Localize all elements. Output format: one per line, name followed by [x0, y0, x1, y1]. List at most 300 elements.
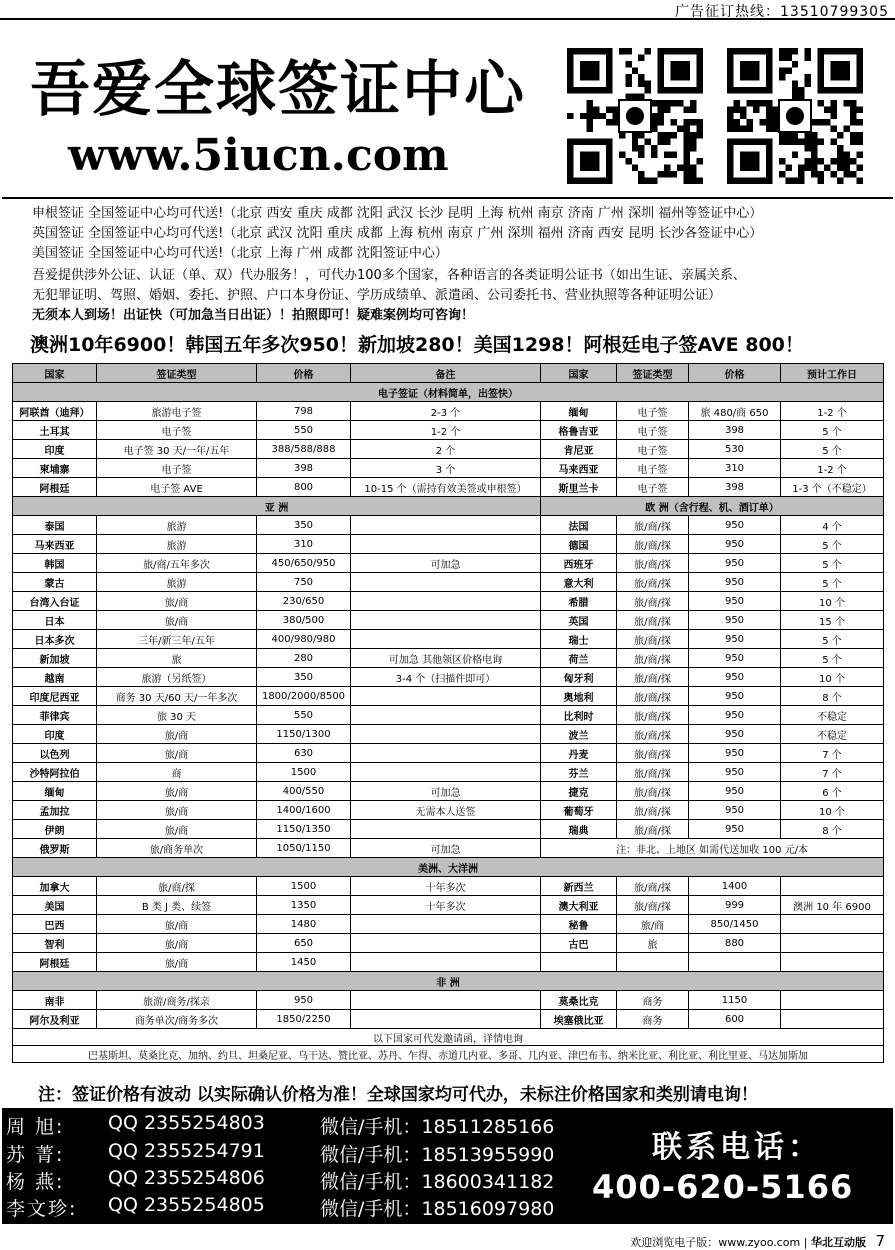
- table-cell: 950: [689, 782, 781, 801]
- table-cell: 1450: [257, 953, 351, 972]
- service-notary-2: 无犯罪证明、驾照、婚姻、委托、护照、户口本身份证、学历成绩单、派遣函、公司委托书、营业执照等各种证明公证）: [32, 288, 722, 303]
- table-cell: 4 个: [781, 516, 884, 535]
- table-cell: 10 个: [781, 668, 884, 687]
- wechat-qr-code[interactable]: [726, 46, 864, 186]
- country-cell: 英国: [541, 611, 617, 630]
- table-cell: B 类 J 类、续签: [97, 896, 257, 915]
- country-cell: 捷克: [541, 782, 617, 801]
- table-cell: 950: [689, 725, 781, 744]
- country-cell: 印度: [13, 725, 97, 744]
- table-row: [13, 934, 884, 953]
- contact-name: 杨 燕:: [6, 1171, 65, 1193]
- table-cell: 商务: [617, 1010, 689, 1029]
- country-cell: 印度: [13, 440, 97, 459]
- column-header: 签证类型: [97, 364, 257, 383]
- country-cell: 伊朗: [13, 820, 97, 839]
- table-cell: 电子签: [97, 459, 257, 478]
- country-cell: 瑞典: [541, 820, 617, 839]
- table-cell: 5 个: [781, 649, 884, 668]
- table-cell: 旅/商: [97, 744, 257, 763]
- column-header: 签证类型: [617, 364, 689, 383]
- table-cell: [351, 934, 541, 953]
- table-cell: [781, 953, 884, 972]
- table-cell: [351, 687, 541, 706]
- country-cell: 越南: [13, 668, 97, 687]
- table-cell: 798: [257, 402, 351, 421]
- country-cell: 意大利: [541, 573, 617, 592]
- country-cell: 泰国: [13, 516, 97, 535]
- table-cell: 旅/商/探: [617, 896, 689, 915]
- table-row: [13, 991, 884, 1010]
- footer-publication: 华北互动版: [810, 1236, 866, 1249]
- table-cell: 800: [257, 478, 351, 497]
- table-cell: 旅/商/探: [617, 668, 689, 687]
- table-cell: 不稳定: [781, 725, 884, 744]
- table-cell: 商务 30 天/60 天/一年多次: [97, 687, 257, 706]
- table-cell: 旅/商: [97, 725, 257, 744]
- table-cell: 5 个: [781, 573, 884, 592]
- table-cell: 旅/商/探: [617, 611, 689, 630]
- table-cell: 1-2 个: [781, 402, 884, 421]
- table-cell: 旅/商/探: [617, 554, 689, 573]
- table-cell: 950: [689, 592, 781, 611]
- table-cell: 5 个: [781, 554, 884, 573]
- weibo-qr-code[interactable]: [566, 46, 704, 186]
- table-cell: 十年多次: [351, 877, 541, 896]
- table-cell: 旅/商/探: [617, 535, 689, 554]
- table-cell: 旅/商/探: [617, 649, 689, 668]
- table-row: [13, 668, 884, 687]
- table-row: [13, 478, 884, 497]
- table-row: [13, 535, 884, 554]
- table-cell: [351, 763, 541, 782]
- table-cell: 3-4 个（扫描件即可）: [351, 668, 541, 687]
- table-cell: 600: [689, 1010, 781, 1029]
- table-cell: 商: [97, 763, 257, 782]
- table-row: [13, 402, 884, 421]
- table-cell: 230/650: [257, 592, 351, 611]
- table-row: [13, 763, 884, 782]
- column-header: 国家: [13, 364, 97, 383]
- divider: [2, 197, 893, 199]
- table-cell: 旅/商: [97, 592, 257, 611]
- table-row: [13, 801, 884, 820]
- table-cell: 1480: [257, 915, 351, 934]
- table-cell: 旅/商/探: [617, 592, 689, 611]
- table-row: [13, 915, 884, 934]
- country-cell: 肯尼亚: [541, 440, 617, 459]
- country-cell: 马来西亚: [13, 535, 97, 554]
- column-header: 备注: [351, 364, 541, 383]
- table-cell: 旅 480/商 650: [689, 402, 781, 421]
- table-cell: 旅/商务单次: [97, 839, 257, 858]
- table-cell: 310: [257, 535, 351, 554]
- country-cell: 马来西亚: [541, 459, 617, 478]
- country-cell: 南非: [13, 991, 97, 1010]
- country-cell: 阿尔及利亚: [13, 1010, 97, 1029]
- table-cell: 十年多次: [351, 896, 541, 915]
- country-cell: 蒙古: [13, 573, 97, 592]
- country-cell: 菲律宾: [13, 706, 97, 725]
- table-cell: 电子签: [617, 402, 689, 421]
- table-cell: 无需本人送签: [351, 801, 541, 820]
- table-cell: 旅/商: [97, 953, 257, 972]
- table-cell: 398: [257, 459, 351, 478]
- table-cell: 1150: [689, 991, 781, 1010]
- country-cell: 埃塞俄比亚: [541, 1010, 617, 1029]
- table-cell: 旅游: [97, 535, 257, 554]
- country-cell: 格鲁吉亚: [541, 421, 617, 440]
- table-row: [13, 611, 884, 630]
- table-cell: 可加急: [351, 782, 541, 801]
- table-cell: [351, 725, 541, 744]
- table-cell: 2 个: [351, 440, 541, 459]
- country-cell: 古巴: [541, 934, 617, 953]
- table-cell: 旅/商/探: [617, 744, 689, 763]
- table-cell: 10-15 个（需持有效美签或申根签）: [351, 478, 541, 497]
- table-cell: 旅/商/探: [617, 763, 689, 782]
- table-cell: 旅/商/探: [617, 801, 689, 820]
- table-row: [13, 573, 884, 592]
- table-cell: 旅/商/探: [617, 877, 689, 896]
- table-row: [13, 725, 884, 744]
- table-cell: 398: [689, 421, 781, 440]
- country-cell: 比利时: [541, 706, 617, 725]
- table-cell: 950: [257, 991, 351, 1010]
- table-cell: 550: [257, 421, 351, 440]
- table-cell: 950: [689, 820, 781, 839]
- table-cell: 旅/商/探: [617, 687, 689, 706]
- contact-name: 李文珍:: [6, 1198, 78, 1220]
- table-cell: [781, 877, 884, 896]
- table-cell: 400/980/980: [257, 630, 351, 649]
- table-row: [13, 687, 884, 706]
- table-row: [13, 554, 884, 573]
- country-cell: 智利: [13, 934, 97, 953]
- table-cell: 旅/商: [97, 820, 257, 839]
- table-cell: 950: [689, 706, 781, 725]
- table-cell: 旅游（另纸签）: [97, 668, 257, 687]
- country-cell: 德国: [541, 535, 617, 554]
- country-cell: 葡萄牙: [541, 801, 617, 820]
- table-row: [13, 782, 884, 801]
- country-cell: 西班牙: [541, 554, 617, 573]
- table-cell: 950: [689, 687, 781, 706]
- country-cell: 斯里兰卡: [541, 478, 617, 497]
- country-cell: 日本多次: [13, 630, 97, 649]
- table-cell: 950: [689, 554, 781, 573]
- column-header: 价格: [257, 364, 351, 383]
- table-cell: 旅/商/探: [617, 706, 689, 725]
- table-cell: 950: [689, 801, 781, 820]
- table-cell: 可加急: [351, 839, 541, 858]
- region-note: 注：非北、上地区 如需代送加收 100 元/本: [541, 839, 884, 858]
- section-title: 亚 洲: [13, 497, 541, 516]
- table-row: [13, 630, 884, 649]
- country-cell: 阿根廷: [13, 953, 97, 972]
- table-cell: 950: [689, 611, 781, 630]
- table-cell: 950: [689, 668, 781, 687]
- table-cell: 2-3 个: [351, 402, 541, 421]
- country-cell: 新加坡: [13, 649, 97, 668]
- table-cell: 旅/商/探: [617, 516, 689, 535]
- contact-panel: [2, 1108, 893, 1224]
- table-cell: [351, 573, 541, 592]
- table-cell: 280: [257, 649, 351, 668]
- table-cell: 1050/1150: [257, 839, 351, 858]
- table-row: [13, 440, 884, 459]
- country-cell: 波兰: [541, 725, 617, 744]
- table-cell: 650: [257, 934, 351, 953]
- country-cell: 新西兰: [541, 877, 617, 896]
- service-list: [32, 204, 872, 326]
- country-cell: 俄罗斯: [13, 839, 97, 858]
- table-cell: 950: [689, 516, 781, 535]
- table-cell: 530: [689, 440, 781, 459]
- table-cell: 850/1450: [689, 915, 781, 934]
- table-cell: 1350: [257, 896, 351, 915]
- table-row: [13, 877, 884, 896]
- invitation-note-row: [13, 1029, 884, 1046]
- table-cell: 10 个: [781, 592, 884, 611]
- table-cell: 旅 30 天: [97, 706, 257, 725]
- table-cell: [781, 991, 884, 1010]
- table-cell: [351, 516, 541, 535]
- country-cell: 土耳其: [13, 421, 97, 440]
- table-cell: 950: [689, 744, 781, 763]
- page-footer: 欢迎浏览电子版：www.zyoo.com | 华北互动版 7: [630, 1232, 885, 1250]
- table-cell: 旅/商: [97, 611, 257, 630]
- brand-title: 吾爱全球签证中心: [30, 55, 526, 125]
- contact-name: 周 旭:: [6, 1116, 65, 1138]
- country-cell: 荷兰: [541, 649, 617, 668]
- contact-qq[interactable]: QQ 2355254806: [108, 1167, 265, 1189]
- table-cell: 旅/商/探: [617, 820, 689, 839]
- country-cell: 沙特阿拉伯: [13, 763, 97, 782]
- weibo-icon: [619, 100, 651, 132]
- country-cell: 印度尼西亚: [13, 687, 97, 706]
- table-cell: 旅/商/探: [97, 877, 257, 896]
- country-cell: 巴西: [13, 915, 97, 934]
- table-cell: 电子签: [617, 478, 689, 497]
- table-cell: [351, 953, 541, 972]
- table-cell: [689, 953, 781, 972]
- table-cell: 澳洲 10 年 6900: [781, 896, 884, 915]
- country-cell: 奥地利: [541, 687, 617, 706]
- column-header: 国家: [541, 364, 617, 383]
- country-cell: 韩国: [13, 554, 97, 573]
- table-cell: 电子签: [617, 459, 689, 478]
- contact-qq[interactable]: QQ 2355254791: [108, 1140, 265, 1162]
- table-cell: 10 个: [781, 801, 884, 820]
- footer-text: 欢迎浏览电子版：www.zyoo.com: [630, 1236, 801, 1249]
- invitation-note: 以下国家可代发邀请函，详情电询: [13, 1029, 884, 1046]
- table-cell: [781, 1010, 884, 1029]
- table-cell: 3 个: [351, 459, 541, 478]
- country-cell: 瑞士: [541, 630, 617, 649]
- table-cell: 5 个: [781, 630, 884, 649]
- website-url[interactable]: www.5iucn.com: [68, 130, 449, 181]
- section-header: [13, 383, 884, 402]
- table-row: [13, 649, 884, 668]
- table-cell: 1400/1600: [257, 801, 351, 820]
- table-cell: 1850/2250: [257, 1010, 351, 1029]
- table-cell: 310: [689, 459, 781, 478]
- table-cell: [351, 592, 541, 611]
- table-cell: 旅: [617, 934, 689, 953]
- country-cell: 莫桑比克: [541, 991, 617, 1010]
- table-cell: [351, 744, 541, 763]
- section-title: 非 洲: [13, 972, 884, 991]
- section-header: [13, 497, 884, 516]
- table-cell: 1150/1350: [257, 820, 351, 839]
- contact-wechat[interactable]: 微信/手机：18516097980: [320, 1198, 555, 1220]
- table-cell: 旅游电子签: [97, 402, 257, 421]
- table-cell: 950: [689, 573, 781, 592]
- country-cell: 柬埔寨: [13, 459, 97, 478]
- table-cell: 1-2 个: [781, 459, 884, 478]
- country-cell: 日本: [13, 611, 97, 630]
- table-row: [13, 1010, 884, 1029]
- table-cell: 旅/商/五年多次: [97, 554, 257, 573]
- country-cell: 加拿大: [13, 877, 97, 896]
- country-cell: [541, 953, 617, 972]
- contact-phone-number[interactable]: 400-620-5166: [592, 1168, 854, 1206]
- service-us: 美国签证 全国签证中心均可代送!（北京 上海 广州 成都 沈阳签证中心）: [32, 246, 448, 261]
- table-row: [13, 459, 884, 478]
- table-row: [13, 421, 884, 440]
- country-cell: 台湾入台证: [13, 592, 97, 611]
- logo-icon: [779, 100, 811, 132]
- country-cell: 澳大利亚: [541, 896, 617, 915]
- table-cell: 1-2 个: [351, 421, 541, 440]
- page-number: 7: [875, 1232, 885, 1250]
- table-cell: 5 个: [781, 421, 884, 440]
- table-cell: 旅游: [97, 573, 257, 592]
- country-cell: 秘鲁: [541, 915, 617, 934]
- table-cell: [617, 953, 689, 972]
- table-cell: 旅/商/探: [617, 573, 689, 592]
- table-cell: 950: [689, 763, 781, 782]
- visa-price-table: [12, 363, 884, 1063]
- table-cell: 880: [689, 934, 781, 953]
- hotline-text: 广告征订热线：13510799305: [675, 4, 889, 20]
- table-body: [13, 383, 884, 1063]
- service-uk: 英国签证 全国签证中心均可代送!（北京 武汉 沈阳 重庆 成都 上海 杭州 南京 广州 深圳 福州 济南 西安 昆明 长沙各签证中心）: [32, 226, 763, 241]
- table-cell: 1800/2000/8500: [257, 687, 351, 706]
- table-cell: 1500: [257, 763, 351, 782]
- country-cell: 法国: [541, 516, 617, 535]
- country-cell: 阿根廷: [13, 478, 97, 497]
- country-cell: 丹麦: [541, 744, 617, 763]
- table-cell: 388/588/888: [257, 440, 351, 459]
- country-cell: 以色列: [13, 744, 97, 763]
- table-cell: 400/550: [257, 782, 351, 801]
- table-cell: 398: [689, 478, 781, 497]
- table-cell: 1500: [257, 877, 351, 896]
- country-cell: 阿联酋（迪拜）: [13, 402, 97, 421]
- table-cell: [351, 1010, 541, 1029]
- table-cell: 5 个: [781, 535, 884, 554]
- service-notary-1: 吾爱提供涉外公证、认证（单、双）代办服务！，可代办100多个国家，各种语言的各类证明公证书（如出生证、亲属关系、: [32, 268, 746, 283]
- column-header: 预计工作日: [781, 364, 884, 383]
- table-cell: 商务: [617, 991, 689, 1010]
- table-cell: 旅/商: [97, 915, 257, 934]
- table-row: [13, 706, 884, 725]
- table-cell: 8 个: [781, 687, 884, 706]
- country-cell: 希腊: [541, 592, 617, 611]
- table-cell: 商务单次/商务多次: [97, 1010, 257, 1029]
- country-cell: 美国: [13, 896, 97, 915]
- table-cell: 1-3 个（不稳定）: [781, 478, 884, 497]
- table-row: [13, 896, 884, 915]
- table-cell: 旅: [97, 649, 257, 668]
- service-notary-3: 无须本人到场！出证快（可加急当日出证）！拍照即可！疑难案例均可咨询！: [32, 308, 475, 323]
- section-header: [13, 972, 884, 991]
- contact-wechat[interactable]: 微信/手机：18600341182: [320, 1171, 555, 1193]
- contact-qq[interactable]: QQ 2355254805: [108, 1194, 265, 1216]
- promo-banner: 澳洲10年6900！韩国五年多次950！新加坡280！美国1298！阿根廷电子签AVE 800！: [30, 334, 804, 356]
- invitation-countries: 巴基斯坦、莫桑比克、加纳、约旦、坦桑尼亚、乌干达、赞比亚、苏丹、乍得、赤道几内亚、多哥、几内亚、津巴布韦、纳米比亚、利比亚、利比里亚、马达加斯加: [13, 1046, 884, 1063]
- contact-qq[interactable]: QQ 2355254803: [108, 1112, 265, 1134]
- country-cell: 缅甸: [13, 782, 97, 801]
- table-cell: [351, 991, 541, 1010]
- table-cell: 旅游/商务/探亲: [97, 991, 257, 1010]
- table-cell: 350: [257, 516, 351, 535]
- table-cell: [351, 820, 541, 839]
- table-cell: [351, 915, 541, 934]
- section-header: [13, 858, 884, 877]
- table-cell: 可加急 其他领区价格电询: [351, 649, 541, 668]
- table-row: [13, 516, 884, 535]
- table-row: [13, 839, 884, 858]
- table-cell: 旅/商: [97, 782, 257, 801]
- invitation-countries-row: [13, 1046, 884, 1063]
- contact-wechat[interactable]: 微信/手机：18511285166: [320, 1116, 555, 1138]
- contact-wechat[interactable]: 微信/手机：18513955990: [320, 1144, 555, 1166]
- table-cell: 电子签 AVE: [97, 478, 257, 497]
- table-cell: 7 个: [781, 744, 884, 763]
- table-cell: 电子签: [617, 421, 689, 440]
- table-cell: 950: [689, 630, 781, 649]
- table-cell: 旅/商/探: [617, 782, 689, 801]
- table-row: [13, 820, 884, 839]
- table-cell: 旅/商: [97, 934, 257, 953]
- table-cell: 630: [257, 744, 351, 763]
- country-cell: 匈牙利: [541, 668, 617, 687]
- table-cell: 8 个: [781, 820, 884, 839]
- table-cell: 550: [257, 706, 351, 725]
- table-cell: 不稳定: [781, 706, 884, 725]
- contact-phone-label: 联系电话：: [652, 1130, 822, 1165]
- table-cell: 可加急: [351, 554, 541, 573]
- table-cell: 7 个: [781, 763, 884, 782]
- table-cell: 旅/商/探: [617, 630, 689, 649]
- country-cell: 芬兰: [541, 763, 617, 782]
- table-cell: 450/650/950: [257, 554, 351, 573]
- table-cell: 电子签: [617, 440, 689, 459]
- section-title: 欧 洲（含行程、机、酒订单）: [541, 497, 884, 516]
- table-header: [13, 364, 884, 383]
- table-cell: 1400: [689, 877, 781, 896]
- table-cell: 5 个: [781, 440, 884, 459]
- table-cell: [351, 706, 541, 725]
- table-cell: 三年/新三年/五年: [97, 630, 257, 649]
- table-cell: [351, 611, 541, 630]
- table-row: [13, 592, 884, 611]
- price-note: 注：签证价格有波动 以实际确认价格为准！全球国家均可代办，未标注价格国家和类别请电询！: [38, 1085, 758, 1105]
- table-cell: 电子签: [97, 421, 257, 440]
